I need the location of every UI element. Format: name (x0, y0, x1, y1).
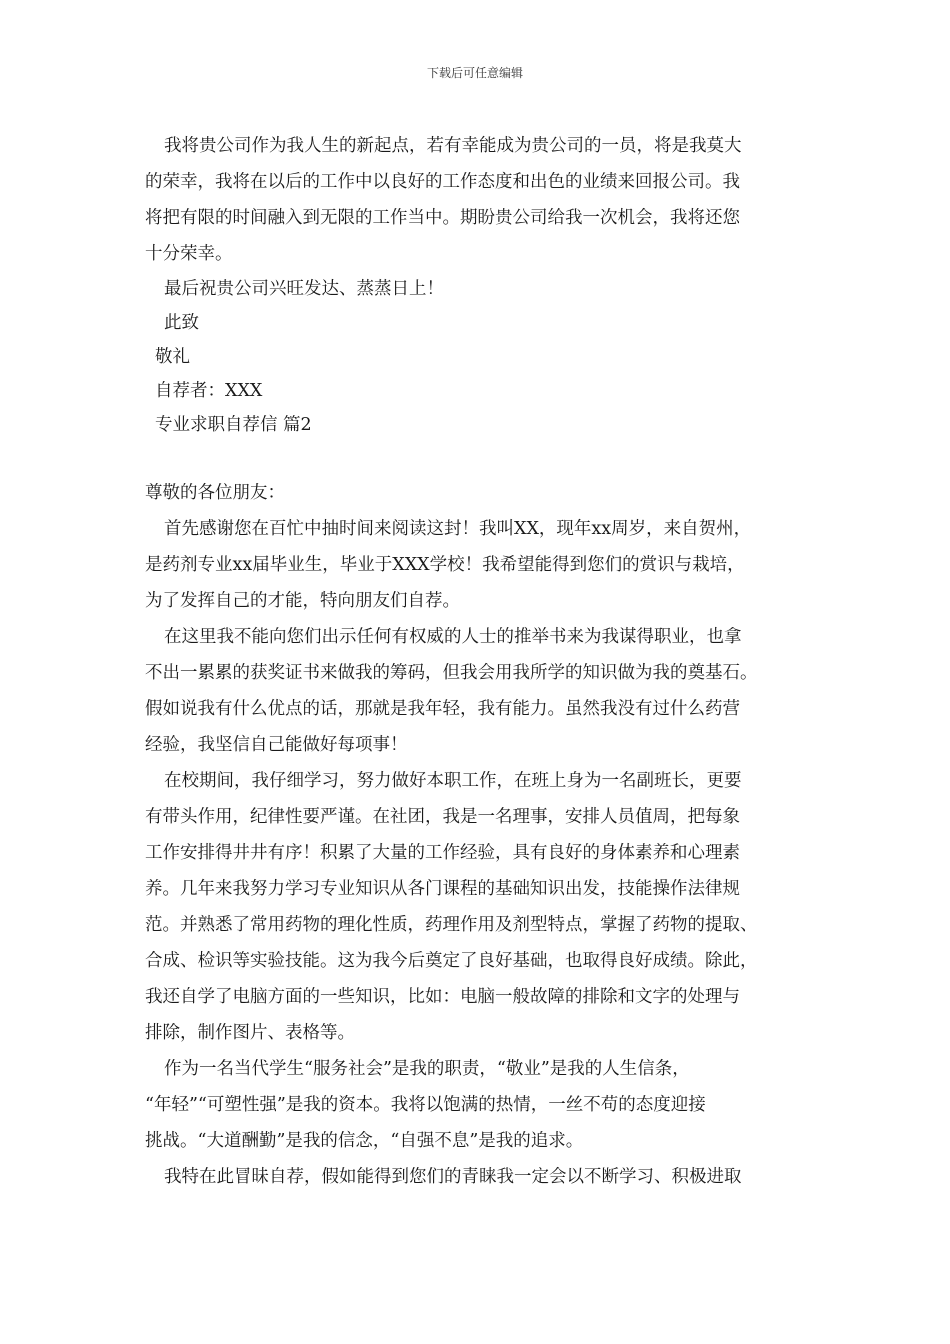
paragraph-line: 范。并熟悉了常用药物的理化性质，药理作用及剂型特点，掌握了药物的提取、 (145, 915, 758, 935)
greeting: 尊敬的各位朋友： (145, 483, 285, 503)
paragraph-line: 为了发挥自己的才能，特向朋友们自荐。 (145, 591, 460, 611)
paragraph-line: 我特在此冒昧自荐，假如能得到您们的青睐我一定会以不断学习、积极进取 (164, 1167, 742, 1187)
paragraph-line: 排除，制作图片、表格等。 (145, 1023, 355, 1043)
section-title: 专业求职自荐信 篇2 (155, 415, 312, 435)
closing-wish: 最后祝贵公司兴旺发达、蒸蒸日上！ (164, 279, 444, 299)
paragraph-line: “年轻”“可塑性强”是我的资本。我将以饱满的热情，一丝不苟的态度迎接 (145, 1095, 706, 1115)
paragraph-line: 合成、检识等实验技能。这为我今后奠定了良好基础，也取得良好成绩。除此， (145, 951, 758, 971)
paragraph-line: 是药剂专业xx届毕业生，毕业于XXX学校！我希望能得到您们的赏识与栽培， (145, 555, 745, 575)
document-body (145, 128, 810, 1195)
paragraph-line: 在这里我不能向您们出示任何有权威的人士的推举书来为我谋得职业，也拿 (164, 627, 742, 647)
salutation-jingli: 敬礼 (155, 347, 190, 367)
paragraph-line: 作为一名当代学生“服务社会”是我的职责，“敬业”是我的人生信条， (164, 1059, 690, 1079)
page-header: 下载后可任意编辑 (426, 66, 523, 80)
paragraph-line: 养。几年来我努力学习专业知识从各门课程的基础知识出发，技能操作法律规 (145, 879, 740, 899)
paragraph-line: 的荣幸，我将在以后的工作中以良好的工作态度和出色的业绩来回报公司。我 (145, 172, 740, 192)
paragraph-line: 将把有限的时间融入到无限的工作当中。期盼贵公司给我一次机会，我将还您 (145, 208, 740, 228)
paragraph-line: 经验，我坚信自己能做好每项事！ (145, 735, 408, 755)
signature: 自荐者：XXX (155, 381, 263, 401)
paragraph-line: 不出一累累的获奖证书来做我的筹码，但我会用我所学的知识做为我的奠基石。 (145, 663, 758, 683)
paragraph-line: 我将贵公司作为我人生的新起点，若有幸能成为贵公司的一员，将是我莫大 (164, 136, 742, 156)
paragraph-line: 我还自学了电脑方面的一些知识，比如：电脑一般故障的排除和文字的处理与 (145, 987, 740, 1007)
paragraph-line: 首先感谢您在百忙中抽时间来阅读这封！我叫XX，现年xx周岁，来自贺州， (164, 519, 752, 539)
salutation-cizhi: 此致 (164, 313, 199, 333)
paragraph-line: 假如说我有什么优点的话，那就是我年轻，我有能力。虽然我没有过什么药营 (145, 699, 740, 719)
paragraph-line: 工作安排得井井有序！积累了大量的工作经验，具有良好的身体素养和心理素 (145, 843, 740, 863)
paragraph-line: 有带头作用，纪律性要严谨。在社团，我是一名理事，安排人员值周，把每象 (145, 807, 740, 827)
paragraph-line: 十分荣幸。 (145, 244, 233, 264)
paragraph-line: 挑战。“大道酬勤”是我的信念，“自强不息”是我的追求。 (145, 1131, 584, 1151)
paragraph-line: 在校期间，我仔细学习，努力做好本职工作，在班上身为一名副班长，更要 (164, 771, 742, 791)
